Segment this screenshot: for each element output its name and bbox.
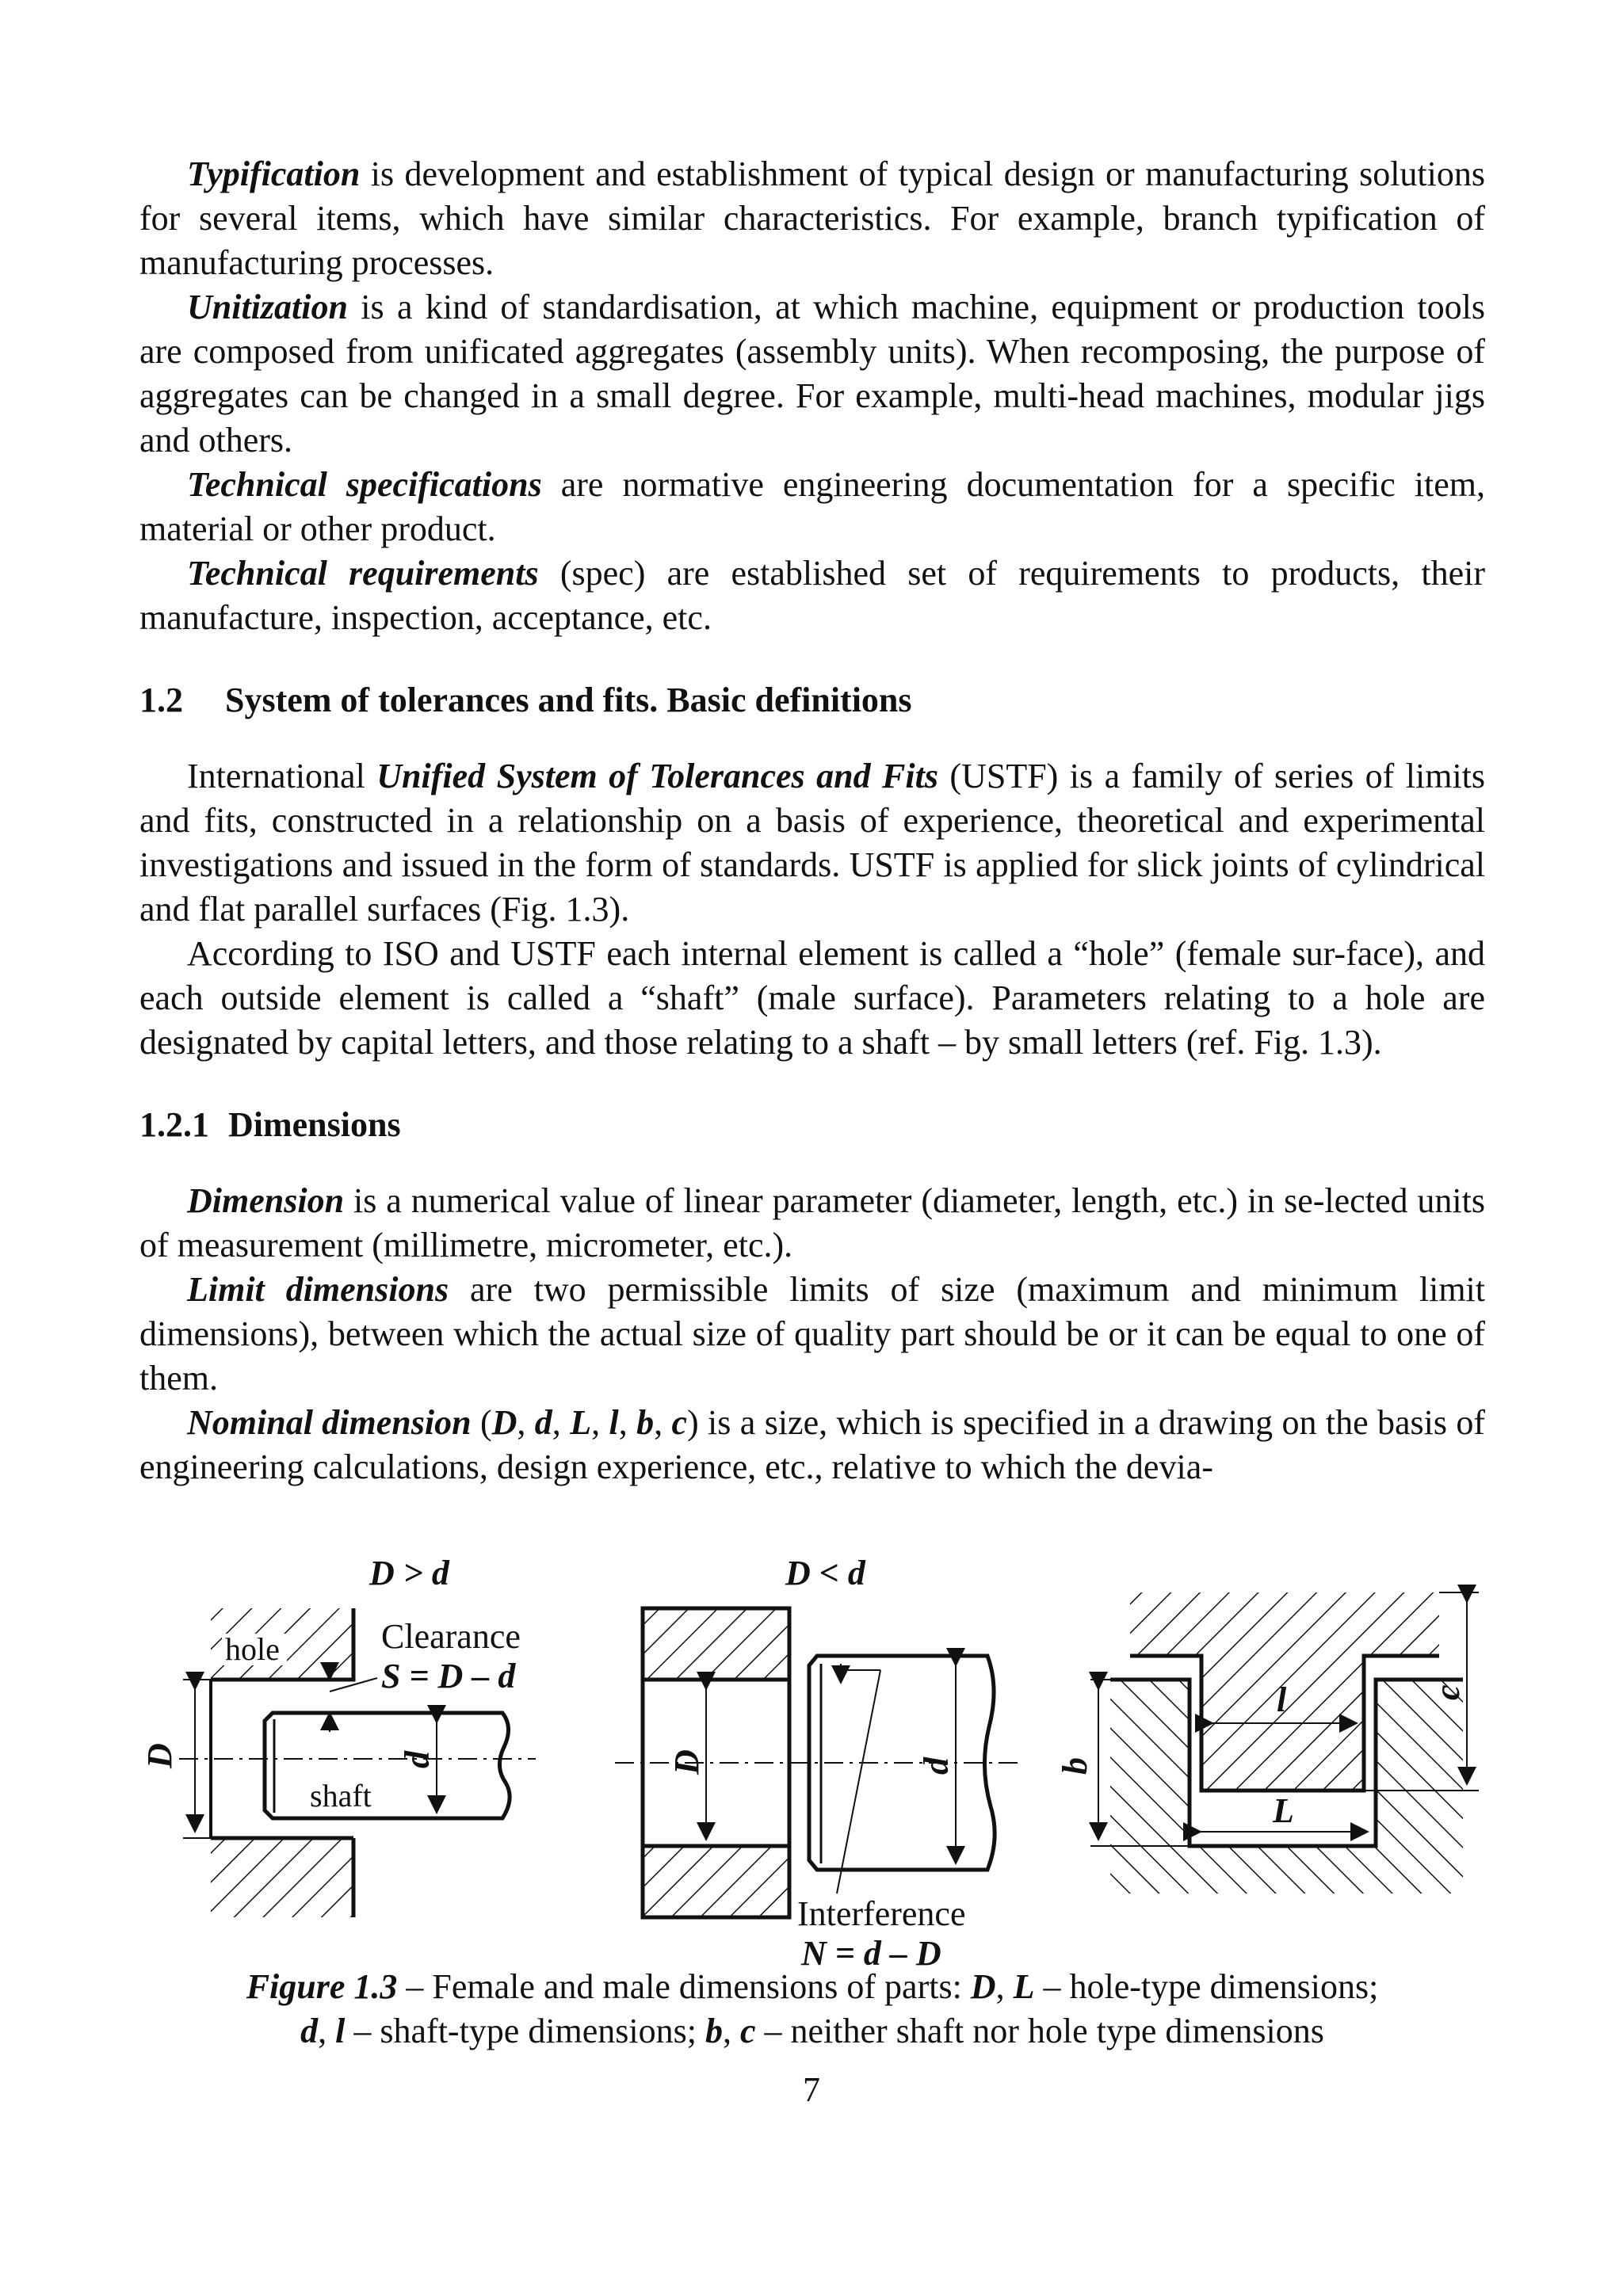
caption-text: – neither shaft nor hole type dimensions xyxy=(755,2012,1324,2050)
paragraph-text: is development and establishment of typical design or manufacturing solutions for several items, which have similar characteristics. For example, branch typification of manufacturing processes. xyxy=(139,154,1485,282)
interference-label: Interference xyxy=(797,1894,966,1933)
paragraph-text: (USTF) is a family of series of limits and fits, constructed in a relationship on a basis of experience, theoretical and experimental investigations and issued in the form of standards. USTF is applied for slick joints of cylindrical and flat parallel surfaces (Fig. 1.3). xyxy=(139,757,1486,929)
caption-line-1 xyxy=(139,1965,1485,2009)
paragraph-technical-specifications xyxy=(139,463,1485,551)
caption-label: Figure 1.3 xyxy=(246,1967,398,2006)
term: Nominal dimension xyxy=(187,1403,472,1442)
figure-1-3 xyxy=(139,1545,1485,1989)
section-number: 1.2.1 xyxy=(139,1105,209,1144)
section-title: System of tolerances and fits. Basic definitions xyxy=(225,681,912,719)
clearance-drawing xyxy=(140,1554,536,1917)
caption-text: – hole-type dimensions; xyxy=(1034,1967,1379,2006)
caption-line-2 xyxy=(139,2009,1485,2054)
term: Typification xyxy=(187,154,361,193)
shaft-outline xyxy=(265,1713,510,1818)
hole-upper-hatch xyxy=(643,1608,789,1680)
hole-lower-hatch xyxy=(211,1838,353,1917)
separator: , xyxy=(995,1967,1014,2006)
section-number: 1.2 xyxy=(139,681,183,719)
paragraph-text: (spec) are established set of requirements to products, their manufacture, inspection, acceptance, etc. xyxy=(139,554,1486,637)
page-body xyxy=(139,152,1485,1489)
symbol: L xyxy=(1013,1967,1035,2006)
caption-text: – Female and male dimensions of parts: xyxy=(397,1967,971,2006)
separator: , xyxy=(723,2012,740,2050)
paragraph-text: ) is a size, which is specified in a drawing on the basis of engineering calculations, design experience, etc., relative to which the devia- xyxy=(139,1403,1486,1486)
page-number: 7 xyxy=(803,2070,820,2109)
caption-text: – shaft-type dimensions; xyxy=(345,2012,705,2050)
dimension-b-label: b xyxy=(1056,1757,1094,1775)
paragraph-text: is a kind of standardisation, at which machine, equipment or production tools are composed from unificated aggregates (assembly units). When recomposing, the purpose of aggregates can be changed in a small degree. For example, multi-head machines, modular jigs and others. xyxy=(139,288,1485,460)
section-title: Dimensions xyxy=(228,1105,401,1144)
symbol: l xyxy=(335,2012,346,2050)
section-heading-1-2 xyxy=(139,678,1485,723)
symbol: D xyxy=(970,1967,996,2006)
hole-diameter-label: D xyxy=(667,1749,706,1775)
section-heading-1-2-1 xyxy=(139,1103,1485,1147)
term: Technical specifications xyxy=(187,465,542,504)
dimension-c-label: c xyxy=(1428,1684,1467,1700)
separator: , xyxy=(591,1403,609,1442)
symbol: l xyxy=(609,1403,619,1442)
hole-label: hole xyxy=(225,1631,280,1667)
shaft-label: shaft xyxy=(310,1778,372,1814)
figure-drawing xyxy=(139,1545,1485,1973)
symbol: L xyxy=(570,1403,592,1442)
figure-caption xyxy=(139,1965,1485,2054)
condition-label: D < d xyxy=(785,1554,865,1592)
paragraph-text: are two permissible limits of size (maximum and minimum limit dimensions), between which the actual size of quality part should be or it can be equal to one of them. xyxy=(139,1270,1485,1398)
paragraph-ustf xyxy=(139,754,1485,932)
term: Unitization xyxy=(187,288,348,326)
separator: , xyxy=(654,1403,672,1442)
term: Dimension xyxy=(187,1181,345,1220)
paragraph-typification xyxy=(139,152,1485,285)
separator: , xyxy=(318,2012,336,2050)
symbol: c xyxy=(740,2012,756,2050)
symbol: d xyxy=(534,1403,552,1442)
interference-drawing xyxy=(615,1554,1019,1973)
separator: , xyxy=(618,1403,637,1442)
paragraph-unitization xyxy=(139,285,1485,463)
hole-diameter-label: D xyxy=(140,1743,179,1768)
term: Technical requirements xyxy=(187,554,539,593)
clearance-label: Clearance xyxy=(381,1617,521,1656)
separator: , xyxy=(552,1403,571,1442)
symbol: b xyxy=(636,1403,655,1442)
condition-label: D > d xyxy=(369,1554,449,1592)
paragraph-text: is a numerical value of linear parameter (diameter, length, etc.) in se-lected units of measurement (millimetre, micrometer, etc.). xyxy=(139,1181,1485,1264)
paragraph-text: are normative engineering documentation for a specific item, material or other product. xyxy=(139,465,1486,548)
symbol: d xyxy=(300,2012,319,2050)
paragraph-dimension xyxy=(139,1179,1485,1268)
symbol: b xyxy=(705,2012,723,2050)
dimension-L-label: L xyxy=(1273,1791,1294,1830)
symbol: c xyxy=(671,1403,688,1442)
separator: , xyxy=(517,1403,535,1442)
paragraph-lead: International xyxy=(187,757,377,795)
symbol: D xyxy=(491,1403,517,1442)
interference-formula: N = d – D xyxy=(801,1934,941,1973)
paragraph-technical-requirements xyxy=(139,551,1485,640)
paragraph-iso: According to ISO and USTF each internal element is called a “hole” (female sur-face), and each outside element is called a “shaft” (male surface). Parameters relating to a hole are designated by capital letters, and those relating to a shaft – by small letters (ref. Fig. 1.3). xyxy=(139,934,1485,1062)
clearance-formula: S = D – d xyxy=(381,1657,516,1695)
term: Unified System of Tolerances and Fits xyxy=(376,757,938,795)
shaft-diameter-label: d xyxy=(398,1751,437,1768)
hole-lower-hatch xyxy=(643,1846,789,1917)
dimension-l-label: l xyxy=(1277,1680,1287,1719)
paragraph-nominal-dimension xyxy=(139,1401,1485,1489)
slot-drawing xyxy=(1056,1592,1485,1909)
paragraph-limit-dimensions xyxy=(139,1268,1485,1401)
shaft-diameter-label: d xyxy=(917,1757,956,1775)
text-part: ( xyxy=(471,1403,492,1442)
term: Limit dimensions xyxy=(187,1270,449,1309)
